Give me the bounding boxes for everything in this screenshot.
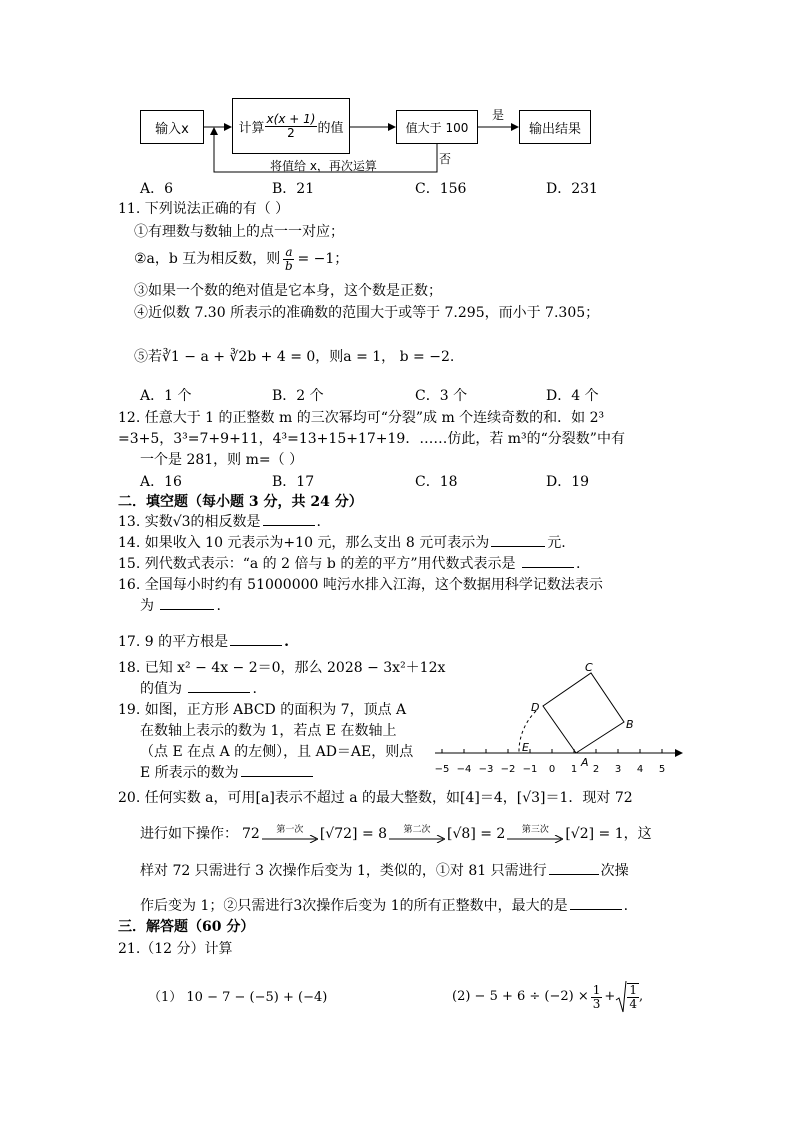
q20-line-3 [140,863,629,880]
q10-option-c: C．156 [415,181,467,197]
q16-line-1: 16. 全国每小时约有 51000000 吨污水排入江海，这个数据用科学记数法表示 [118,577,603,593]
tick-label: 1 [570,764,578,775]
q17-suffix: . [284,634,289,650]
q16-blank[interactable] [160,608,214,610]
q20-line3-text: 样对 72 只需进行 3 次操作后变为 1，类似的，①对 81 只需进行 [140,863,547,879]
tick-label: 0 [548,764,556,775]
q21-part-1: （1） 10 − 7 − (−5) + (−4) [148,990,328,1005]
q20-arrow-2-svg [389,835,445,843]
q14-blank[interactable] [491,545,545,547]
q21-p2-root-den: 4 [629,997,637,1011]
q12-line-1: 12. 任意大于 1 的正整数 m 的三次幂均可“分裂”成 m 个连续奇数的和．如 2³ [118,410,605,426]
q20-arrow-1 [262,826,318,843]
tick-label: −3 [478,764,494,775]
q12-option-d: D．19 [546,474,590,490]
q11-s2-suffix: = −1； [297,250,349,267]
flow-compute-num: x(x + 1) [266,111,316,126]
q18-blank[interactable] [188,691,250,693]
q11-statement-2 [134,246,348,272]
flow-compute-prefix: 计算 [238,120,265,136]
q21-p2-plus: + [604,989,616,1005]
q21-p2-radical [615,980,639,1014]
q18-line2-prefix: 的值为 [140,681,187,697]
tick-label: −2 [500,764,516,775]
q20-line-4 [140,898,628,915]
q21-p2-root-num: 1 [629,983,637,998]
q21-p2-frac-num: 1 [592,982,601,997]
q20-arrow-3-svg [507,835,563,843]
q12-option-a: A．16 [140,474,182,490]
q20-line4-text: 作后变为 1；②只需进行3次操作后变为 1的所有正整数中，最大的是 [140,898,568,914]
q17-blank[interactable] [230,644,282,646]
tick-label: 3 [614,764,622,775]
q19-line-4 [140,765,315,782]
label-a: A [581,756,589,769]
q21-p2-prefix: (2) − 5 + 6 ÷ (−2) × [452,989,589,1005]
q20-step-1: 第一次 [276,825,304,835]
q12-line-3: 一个是 281，则 m=（ ） [140,452,304,468]
radical-sign-icon [615,980,627,1014]
q12-option-c: C．18 [415,474,458,490]
q21-p2-suffix: , [638,989,644,1005]
q11-statement-4: ④近似数 7.30 所表示的准确数的范围大于或等于 7.295，而小于 7.305； [134,305,600,321]
q11-option-c: C．3 个 [415,388,468,404]
q11-s2-prefix: ②a，b 互为相反数，则 [134,250,281,267]
flow-compute-suffix: 的值 [317,120,344,136]
q20-arrow-3 [507,826,563,843]
q11-statement-5: ⑤若∛1 − a + ∛2b + 4 = 0，则a = 1， b = −2. [134,349,455,365]
q11-option-d: D．4 个 [546,388,599,404]
q12-line-2: =3+5，3³=7+9+11，4³=13+15+17+19．……仿此，若 m³的“分裂数”中有 [118,431,625,447]
q15-suffix: . [575,556,581,572]
q13-prefix: 13. 实数√3的相反数是 [118,514,261,530]
question-13 [118,514,321,531]
flow-no-label: 否 [439,152,452,166]
q13-suffix: . [316,514,321,530]
q19-line-3: （点 E 在点 A 的左侧），且 AD＝AE，则点 [140,744,414,760]
q17-prefix: 17. 9 的平方根是 [118,634,229,650]
q10-option-d: D．231 [546,181,598,197]
q20-op-72: 72 [242,826,260,843]
q11-s2-fraction [283,246,294,272]
square-abcd [543,673,624,753]
q16-line-2 [140,598,221,615]
tick-label: 4 [636,764,644,775]
q16-line2-prefix: 为 [140,598,159,614]
q10-option-a: A．6 [140,181,174,197]
q20-result-2: [√8] = 2 [447,826,506,843]
q19-blank[interactable] [241,775,313,777]
flow-input-label: 输入x [155,121,189,137]
flow-yes-label: 是 [492,108,505,122]
section-3-heading: 三．解答题（60 分） [118,919,255,935]
q13-blank[interactable] [263,524,315,526]
label-b: B [626,718,634,731]
q20-line4-suffix: . [623,898,629,914]
q11-s2-num: a [285,245,293,259]
q14-prefix: 14. 如果收入 10 元表示为+10 元，那么支出 8 元可表示为 [118,535,490,551]
flow-output-label: 输出结果 [528,121,581,137]
q11-option-a: A．1 个 [140,388,192,404]
flow-arrows [0,0,794,200]
q18-suffix: . [252,681,257,697]
label-c: C [585,661,593,674]
flow-decision-label: 值大于 100 [405,120,469,135]
question-14 [118,535,566,552]
q20-blank-1[interactable] [549,873,599,875]
q19-line-2: 在数轴上表示的数为 1，若点 E 在数轴上 [140,723,397,739]
q21-p2-root-fraction [627,983,639,1010]
tick-label: −5 [434,764,450,775]
q12-option-b: B．17 [272,474,315,490]
q18-line-1: 18. 已知 x² − 4x − 2＝0，那么 2028 − 3x²＋12x [118,660,446,676]
section-2-heading: 二．填空题（每小题 3 分，共 24 分） [118,494,363,510]
q14-suffix: 元. [547,535,566,551]
q11-option-b: B．2 个 [272,388,324,404]
q20-line-2 [140,826,652,843]
flow-compute-den: 2 [287,125,295,140]
q20-line2-prefix: 进行如下操作： [140,826,238,843]
q11-statement-1: ①有理数与数轴上的点一一对应； [134,224,344,240]
q20-arrow-2 [389,826,445,843]
q11-stem: 11. 下列说法正确的有（ ） [118,201,290,217]
flow-loop-label: 将值给 x，再次运算 [270,159,377,173]
q11-statement-3: ③如果一个数的绝对值是它本身，这个数是正数； [134,283,442,299]
label-e: E [522,741,529,754]
q20-line-1: 20. 任何实数 a，可用[a]表示不超过 a 的最大整数，如[4]＝4，[√3]＝1．现对 72 [118,790,633,806]
q20-result-1: [√72] = 8 [319,826,388,843]
q20-arrow-1-svg [262,835,318,843]
q20-step-2: 第二次 [403,825,431,835]
q15-blank[interactable] [522,566,574,568]
q20-step-3: 第三次 [521,825,549,835]
q10-option-b: B．21 [272,181,315,197]
q21-part-2 [452,980,643,1014]
q21-title: 21.（12 分）计算 [118,941,233,957]
q15-prefix: 15. 列代数式表示：“a 的 2 倍与 b 的差的平方”用代数式表示是 [118,556,520,572]
q20-line2-suffix: ，这 [623,826,652,843]
tick-label: 5 [658,764,666,775]
tick-label: −4 [456,764,472,775]
q18-line-2 [140,681,257,698]
q21-p2-fraction [591,984,603,1010]
square-numberline-figure [430,655,692,780]
question-15 [118,556,580,573]
q16-suffix: . [216,598,221,614]
tick-label: 2 [592,764,600,775]
question-17 [118,634,289,651]
q20-result-3: [√2] = 1 [565,826,624,843]
q11-s2-den: b [285,258,293,273]
q20-blank-2[interactable] [570,908,622,910]
tick-label: −1 [522,764,538,775]
q20-line3-suffix: 次操 [600,863,629,879]
label-d: D [531,701,540,714]
q21-p2-frac-den: 3 [592,996,601,1011]
q19-line-1: 19. 如图，正方形 ABCD 的面积为 7，顶点 A [118,702,407,718]
q19-line4-text: E 所表示的数为 [140,765,239,781]
